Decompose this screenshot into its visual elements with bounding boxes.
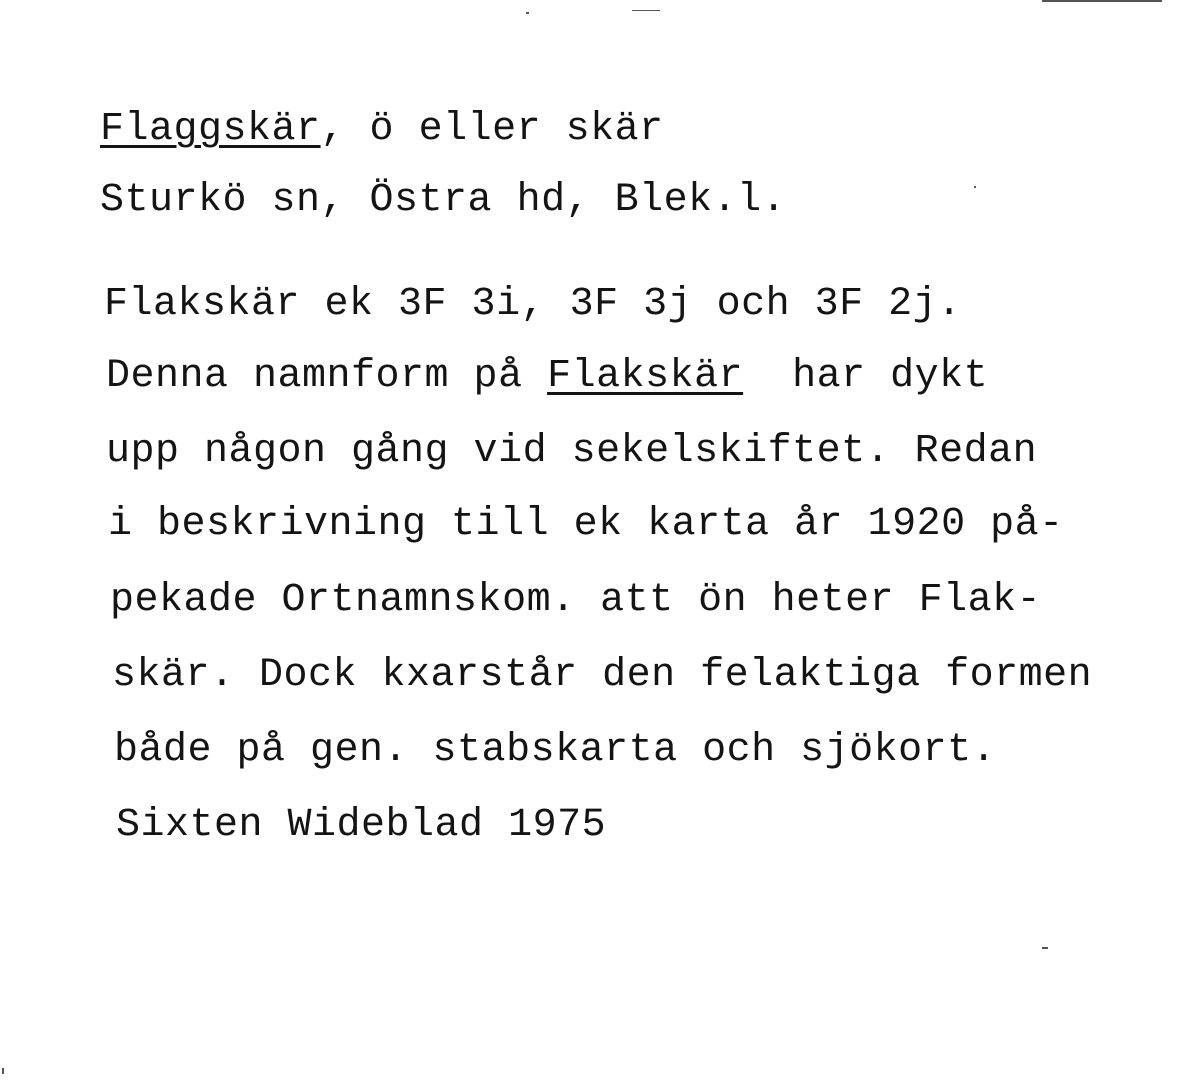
scan-speck [526, 12, 529, 14]
scan-speck [1042, 0, 1162, 2]
place-name: Flaggskär [100, 107, 321, 152]
scan-speck [1042, 947, 1048, 949]
body-line-7: både på gen. stabskarta och sjökort. [114, 728, 997, 773]
card-heading [100, 106, 664, 154]
body-line-2-start: Denna namnform på [106, 354, 548, 399]
scan-speck [974, 186, 976, 188]
body-line-6: skär. Dock kxarstår den felaktiga formen [112, 653, 1093, 698]
scan-speck [2, 1068, 4, 1074]
scan-speck [632, 10, 660, 11]
heading-description: , ö eller skär [320, 107, 664, 152]
body-line-3: upp någon gång vid sekelskiftet. Redan [106, 429, 1038, 474]
body-line-4: i beskrivning till ek karta år 1920 på- [108, 502, 1064, 547]
body-line-2-end: har dykt [743, 354, 989, 399]
underlined-name: Flakskär [547, 354, 744, 399]
body-line-2 [106, 353, 988, 401]
location-line: Sturkö sn, Östra hd, Blek.l. [100, 178, 787, 223]
signature-line: Sixten Wideblad 1975 [116, 803, 607, 848]
body-line-1: Flakskär ek 3F 3i, 3F 3j och 3F 2j. [104, 282, 962, 327]
body-line-5: pekade Ortnamnskom. att ön heter Flak- [110, 578, 1042, 623]
